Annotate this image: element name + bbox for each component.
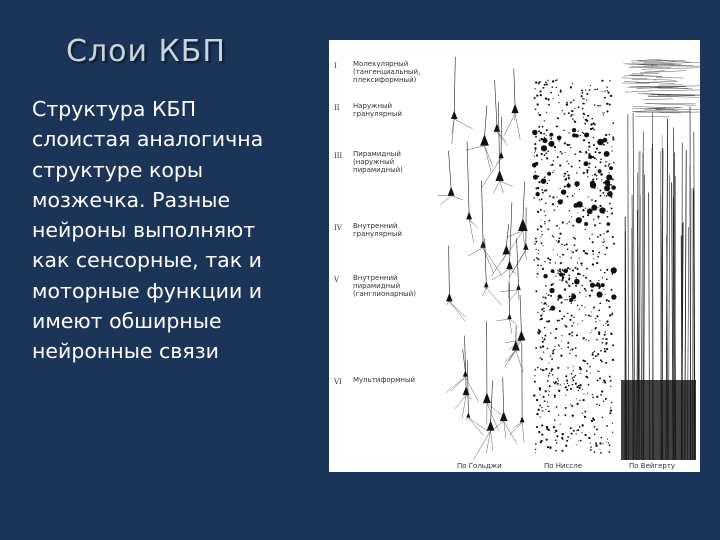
body-line: имеют обширные — [32, 309, 222, 334]
body-line: слоистая аналогична — [32, 127, 264, 152]
weigert-column — [621, 59, 700, 460]
slide-title: Слои КБП — [66, 34, 226, 69]
layer-label: Пирамидный (наружный пирамидный) — [353, 150, 403, 174]
nissl-column — [532, 79, 617, 453]
layer-numeral: I — [334, 62, 337, 70]
layer-label: Мультиформный — [353, 376, 416, 384]
layer-label: Наружный гранулярный — [353, 102, 402, 118]
body-line: нейронные связи — [32, 339, 219, 364]
layer-numeral: IV — [334, 224, 342, 232]
body-line: как сенсорные, так и — [32, 248, 262, 273]
layer-numeral: V — [334, 276, 340, 284]
body-line: структуре коры — [32, 157, 204, 182]
stain-label: По Вейгерту — [629, 462, 676, 470]
body-line: мозжечка. Разные — [32, 187, 231, 212]
cortex-layers-figure — [329, 40, 700, 472]
layer-numeral: III — [334, 152, 343, 160]
golgi-column — [438, 57, 529, 460]
stain-label: По Гольджи — [457, 462, 502, 470]
layer-label: Внутренний пирамидный (ганглионарный) — [353, 274, 416, 298]
layer-label: Внутренний гранулярный — [353, 222, 402, 238]
layer-label: Молекулярный (тангенциальный, плексиформный) — [353, 60, 421, 84]
layer-numeral: II — [334, 104, 340, 112]
body-line: моторные функции и — [32, 278, 263, 303]
body-line: нейроны выполняют — [32, 218, 256, 243]
body-line: Структура КБП — [32, 97, 196, 121]
stain-label: По Ниссле — [544, 462, 583, 470]
body-text — [32, 94, 302, 367]
layer-numeral: VI — [334, 378, 342, 386]
